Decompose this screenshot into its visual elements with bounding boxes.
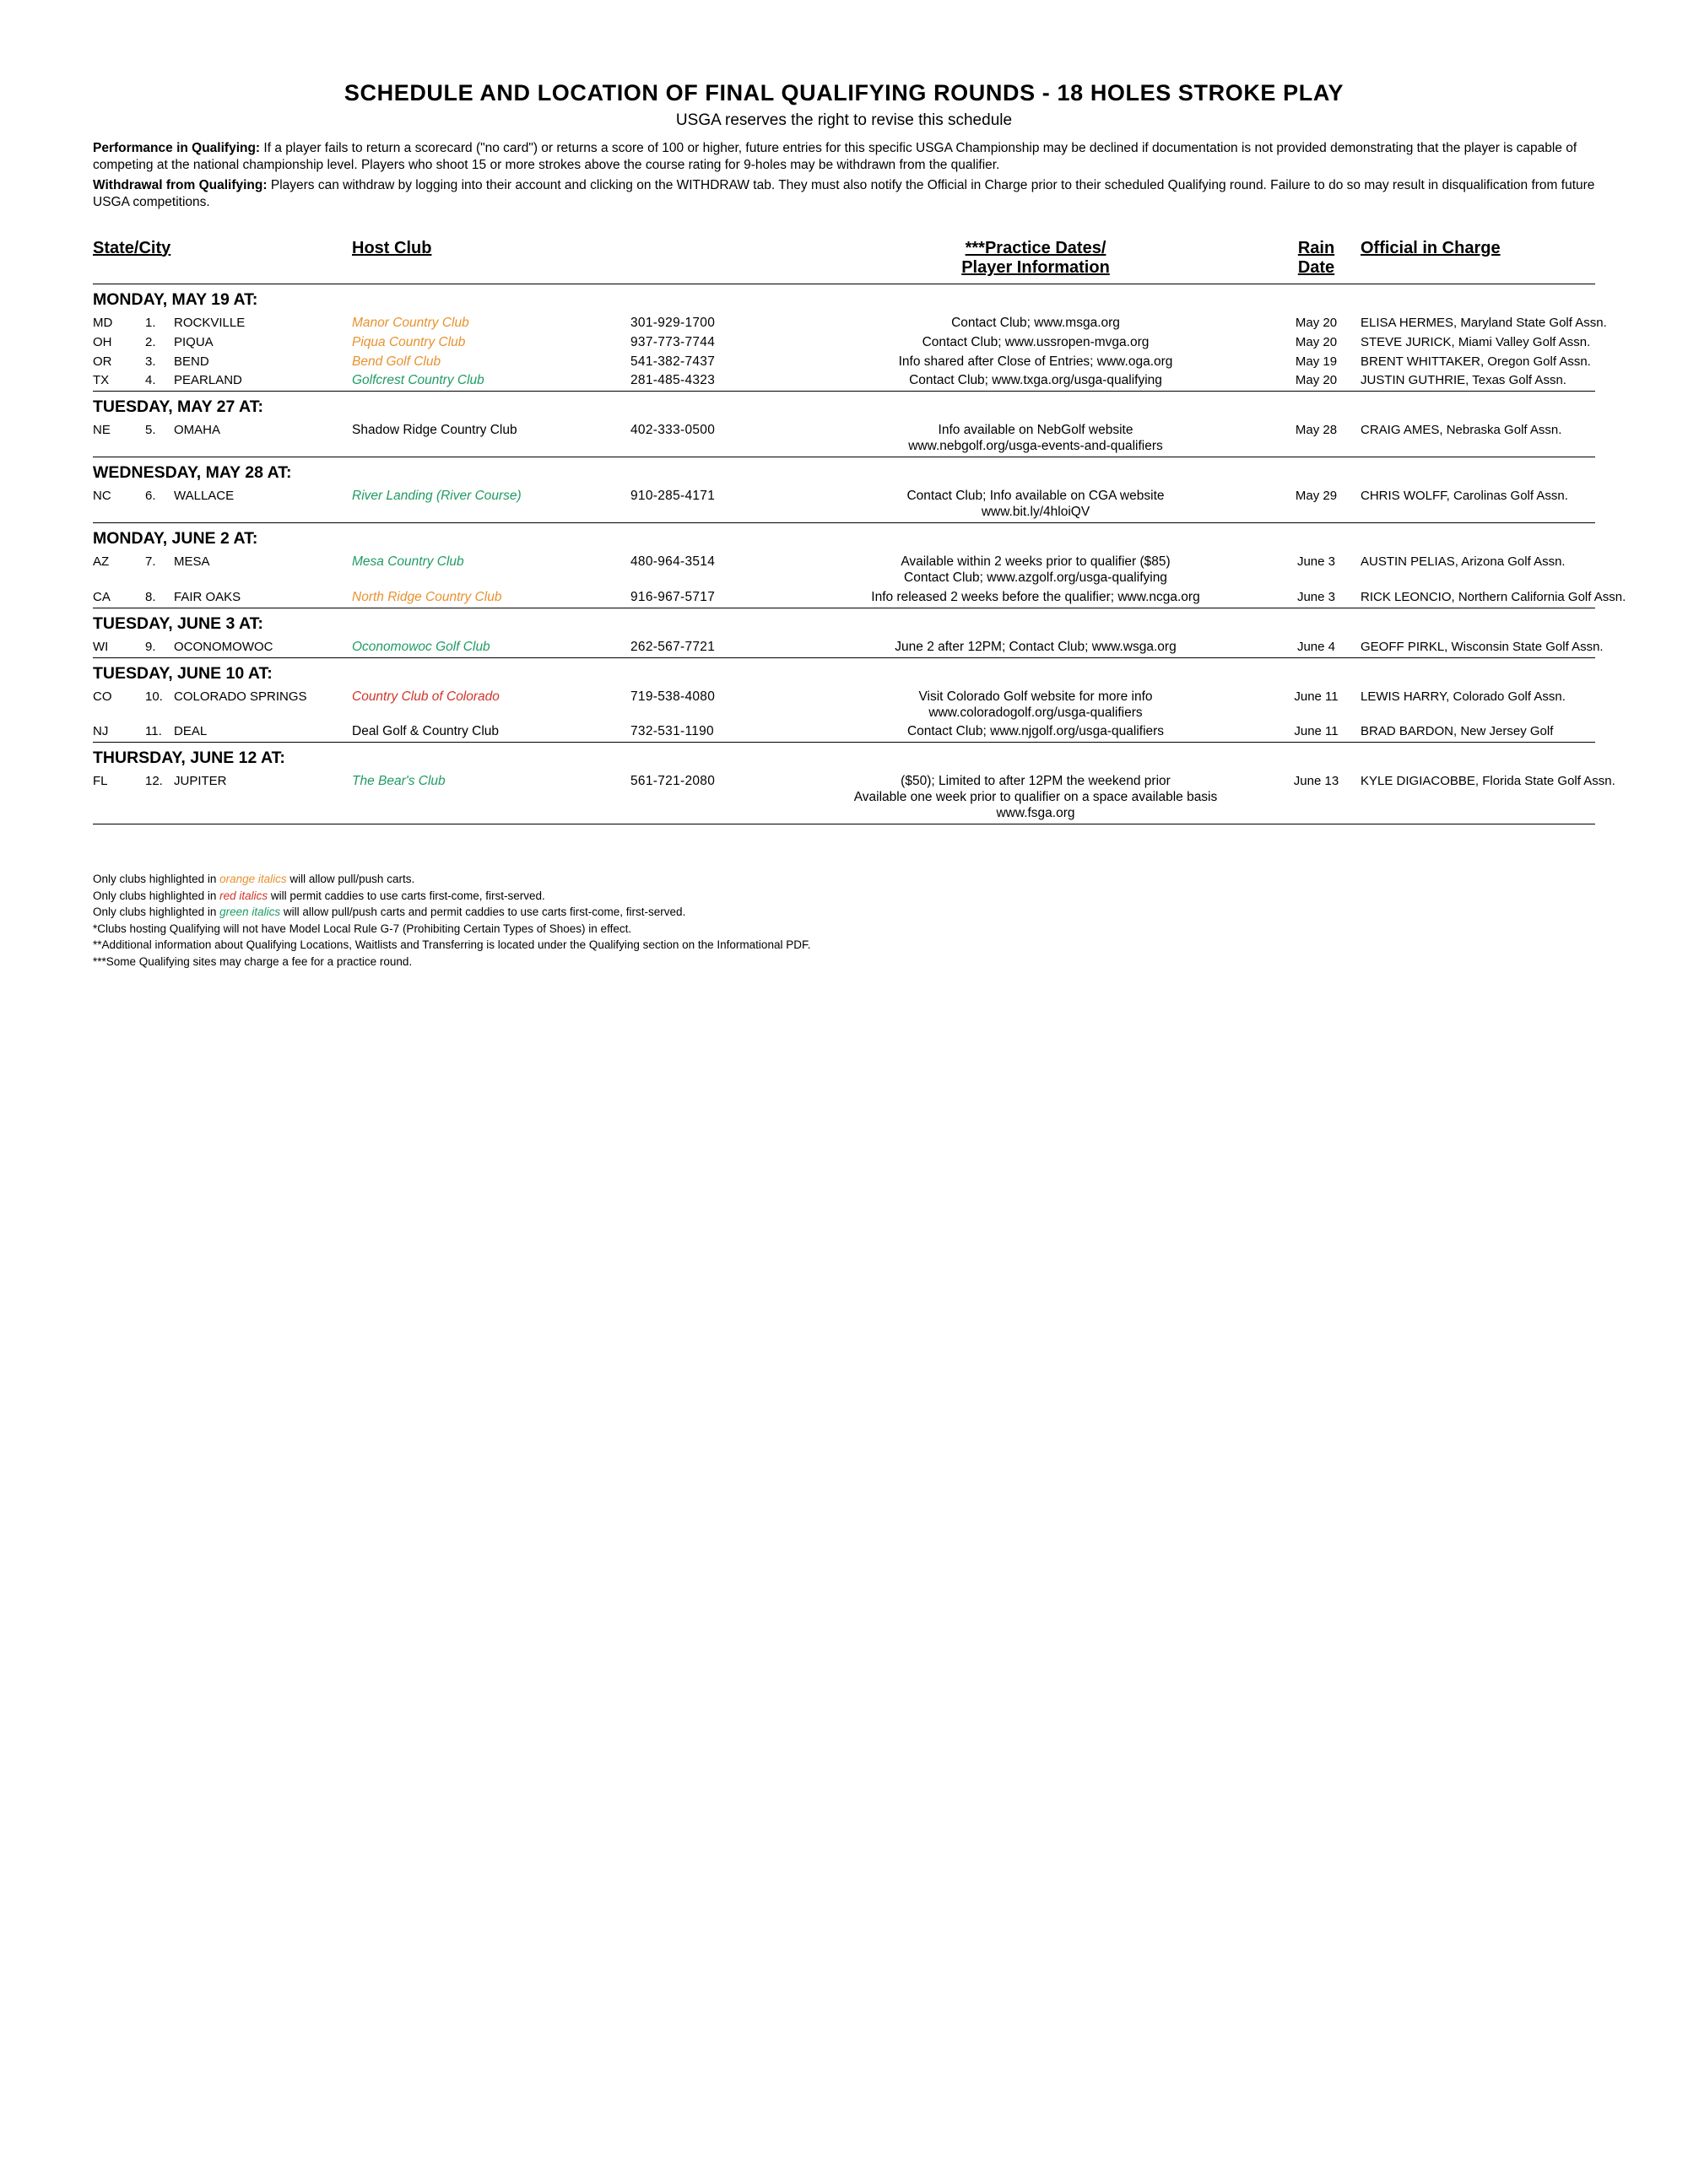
row-city-label: PIQUA [174,334,214,349]
row-state: NE [93,423,111,438]
column-header-rain-line2: Date [1297,258,1335,278]
row-rain-date: May 20 [1295,315,1338,330]
host-club-name: Shadow Ridge Country Club [352,423,517,438]
row-rain-date: May 20 [1295,373,1338,388]
row-state: AZ [93,554,110,569]
row-practice-info [799,314,1272,333]
row-number: 10. [145,689,163,704]
host-club-name: Oconomowoc Golf Club [352,639,490,654]
row-city-label: JUPITER [174,774,227,789]
day-group [93,522,1626,608]
schedule-groups [93,284,1626,824]
row-practice-info [799,638,1272,657]
table-row [93,638,1688,657]
row-city [145,772,352,824]
row-number: 12. [145,774,163,789]
row-official: AUSTIN PELIAS, Arizona Golf Assn. [1361,554,1566,569]
row-phone: 937-773-7744 [630,334,716,349]
row-rain-date: June 11 [1294,724,1339,739]
practice-info-line: www.fsga.org [996,806,1075,821]
practice-info-line: Contact Club; www.txga.org/usga-qualifying [909,373,1162,388]
row-city [145,353,352,372]
row-city-label: WALLACE [174,489,235,504]
row-practice-info [799,588,1272,608]
day-group [93,742,1615,824]
row-city-label: ROCKVILLE [174,315,246,330]
row-number: 8. [145,589,156,604]
day-heading: TUESDAY, MAY 27 AT: [93,391,1595,421]
row-official: ELISA HERMES, Maryland State Golf Assn. [1361,315,1607,330]
row-city [145,487,352,522]
row-state: CO [93,689,112,704]
row-state: WI [93,639,109,654]
row-official: CHRIS WOLFF, Carolinas Golf Assn. [1361,489,1568,504]
host-club-name: The Bear's Club [352,774,446,789]
row-phone: 262-567-7721 [630,639,716,654]
footnote-green: Only clubs highlighted in green italics will allow pull/push carts and permit caddies to use carts first-come, first-served. [93,905,686,919]
row-phone: 732-531-1190 [630,724,714,739]
row-phone: 281-485-4323 [630,373,716,388]
row-city-label: OCONOMOWOC [174,639,273,654]
row-practice-info [799,353,1272,372]
column-headers [93,239,1595,278]
practice-info-line: Contact Club; www.njgolf.org/usga-qualifiers [906,724,1165,739]
row-rain-date: May 20 [1295,334,1338,349]
row-city [145,333,352,353]
row-city-label: MESA [174,554,210,569]
row-phone: 301-929-1700 [630,315,716,330]
host-club-name: Mesa Country Club [352,554,464,569]
practice-info-line: Info available on NebGolf website [938,423,1133,438]
footnote-shoes: *Clubs hosting Qualifying will not have Model Local Rule G-7 (Prohibiting Certain Types of Shoes) in effect. [93,922,632,935]
row-practice-info [799,371,1272,391]
day-heading: MONDAY, MAY 19 AT: [93,284,1595,314]
practice-info-line: Available within 2 weeks prior to qualifier ($85) [901,554,1171,569]
row-rain-date: June 11 [1294,689,1339,704]
row-state: FL [93,774,108,789]
row-rain-date: June 13 [1293,774,1339,789]
day-group [93,284,1607,392]
row-city-label: OMAHA [174,423,221,438]
row-practice-info [799,421,1272,457]
footnotes [93,871,1595,970]
row-host-club [352,772,630,824]
column-header-official: Official in Charge [1361,238,1501,257]
day-group [93,657,1595,743]
row-official: BRAD BARDON, New Jersey Golf [1361,724,1554,739]
table-row [93,487,1688,522]
row-host-club [352,588,630,608]
withdrawal-paragraph [93,177,1595,211]
practice-info-line: Info shared after Close of Entries; www.oga.org [898,354,1173,369]
row-practice-info [799,333,1272,353]
row-practice-info [799,722,1272,742]
column-header-rain-line1: Rain [1297,238,1335,257]
day-heading: WEDNESDAY, MAY 28 AT: [93,457,1595,487]
row-host-club [352,421,630,457]
row-number: 2. [145,334,156,349]
table-row [93,314,1688,333]
row-city [145,371,352,391]
row-host-club [352,371,630,391]
day-group [93,457,1595,522]
performance-text: If a player fails to return a scorecard ("no card") or returns a score of 100 or higher, future entries for this specific USGA Championship may be declined if documentation is not provided demonstrating that the player is capable of competing at the national championship level. Players who shoot 15 or more strokes above the course rating for 9-holes may be withdrawn from the qualifier. [93,141,1577,173]
row-rain-date: June 4 [1296,639,1336,654]
practice-info-line: Info released 2 weeks before the qualifier; www.ncga.org [871,589,1200,604]
table-row [93,333,1688,353]
practice-info-line: www.coloradogolf.org/usga-qualifiers [928,705,1143,720]
day-group [93,608,1604,657]
practice-info-line: Contact Club; www.azgolf.org/usga-qualifying [904,570,1167,585]
day-group [93,391,1595,457]
row-city [145,638,352,657]
row-number: 4. [145,373,156,388]
row-rain-date: June 3 [1296,589,1336,604]
table-row [93,688,1688,723]
row-city [145,314,352,333]
practice-info-line: Contact Club; www.ussropen-mvga.org [922,334,1150,349]
row-official: GEOFF PIRKL, Wisconsin State Golf Assn. [1361,639,1604,654]
row-practice-info [799,772,1272,824]
row-city [145,421,352,457]
day-heading: TUESDAY, JUNE 3 AT: [93,608,1595,638]
row-host-club [352,722,630,742]
row-state: TX [93,373,110,388]
practice-info-line: Contact Club; Info available on CGA website [906,489,1165,504]
page-subtitle: USGA reserves the right to revise this schedule [675,111,1013,129]
practice-info-line: June 2 after 12PM; Contact Club; www.wsga.org [895,639,1177,654]
table-row [93,772,1688,824]
row-rain-date: May 28 [1295,423,1338,438]
row-city [145,722,352,742]
withdrawal-text: Players can withdraw by logging into their account and clicking on the WITHDRAW tab. They must also notify the Official in Charge prior to their scheduled Qualifying round. Failure to do so may result in disqualification from future USGA competitions. [93,178,1595,210]
row-rain-date: May 19 [1295,354,1338,369]
row-host-club [352,353,630,372]
table-row [93,722,1688,742]
row-official: JUSTIN GUTHRIE, Texas Golf Assn. [1361,373,1566,388]
row-rain-date: May 29 [1295,489,1338,504]
row-practice-info [799,688,1272,723]
table-row [93,371,1688,391]
row-number: 7. [145,554,156,569]
host-club-name: Bend Golf Club [352,354,441,369]
row-official: STEVE JURICK, Miami Valley Golf Assn. [1361,334,1591,349]
row-city-label: FAIR OAKS [174,589,241,604]
row-practice-info [799,553,1272,588]
row-state: CA [93,589,111,604]
row-city-label: PEARLAND [174,373,242,388]
row-host-club [352,688,630,723]
row-phone: 561-721-2080 [630,774,716,789]
row-state: NC [93,489,111,504]
row-state: MD [93,315,113,330]
withdrawal-label: Withdrawal from Qualifying: [93,178,268,193]
row-host-club [352,487,630,522]
table-row [93,553,1688,588]
table-row [93,588,1688,608]
row-number: 3. [145,354,156,369]
row-city-label: COLORADO SPRINGS [174,689,307,704]
host-club-name: Piqua Country Club [352,334,466,349]
row-city [145,588,352,608]
host-club-name: Deal Golf & Country Club [352,724,500,739]
row-host-club [352,638,630,657]
row-phone: 541-382-7437 [630,354,716,369]
row-host-club [352,333,630,353]
row-number: 6. [145,489,156,504]
row-phone: 916-967-5717 [630,589,716,604]
row-number: 11. [145,724,162,739]
row-phone: 480-964-3514 [630,554,716,569]
footnote-red: Only clubs highlighted in red italics will permit caddies to use carts first-come, first-served. [93,889,545,902]
practice-info-line: Visit Colorado Golf website for more info [918,689,1153,704]
row-rain-date: June 3 [1296,554,1336,569]
row-host-club [352,553,630,588]
host-club-name: Manor Country Club [352,315,469,330]
day-heading: TUESDAY, JUNE 10 AT: [93,657,1595,688]
row-host-club [352,314,630,333]
row-official: CRAIG AMES, Nebraska Golf Assn. [1361,423,1562,438]
row-official: LEWIS HARRY, Colorado Golf Assn. [1361,689,1566,704]
performance-label: Performance in Qualifying: [93,141,261,155]
row-state: NJ [93,724,109,739]
performance-paragraph [93,140,1595,174]
row-number: 9. [145,639,156,654]
day-heading: MONDAY, JUNE 2 AT: [93,522,1595,553]
row-city-label: DEAL [174,724,208,739]
host-club-name: North Ridge Country Club [352,589,502,604]
row-phone: 719-538-4080 [630,689,716,704]
row-state: OR [93,354,112,369]
host-club-name: Golfcrest Country Club [352,373,484,388]
practice-info-line: ($50); Limited to after 12PM the weekend prior [901,774,1171,789]
column-header-host-club: Host Club [352,238,432,257]
row-city [145,688,352,723]
row-phone: 402-333-0500 [630,423,716,438]
column-header-practice-line2: Player Information [961,258,1110,278]
day-heading: THURSDAY, JUNE 12 AT: [93,742,1595,772]
practice-info-line: Available one week prior to qualifier on a space available basis [853,790,1218,805]
practice-info-line: www.nebgolf.org/usga-events-and-qualifiers [908,439,1163,454]
row-practice-info [799,487,1272,522]
table-row [93,353,1688,372]
practice-info-line: www.bit.ly/4hloiQV [981,505,1090,520]
column-header-state-city: State/City [93,238,171,257]
footnote-orange: Only clubs highlighted in orange italics will allow pull/push carts. [93,873,415,886]
row-phone: 910-285-4171 [630,489,716,504]
host-club-name: River Landing (River Course) [352,489,522,504]
row-official: BRENT WHITTAKER, Oregon Golf Assn. [1361,354,1591,369]
footnote-practice-fee: ***Some Qualifying sites may charge a fee for a practice round. [93,954,413,968]
row-number: 1. [145,315,156,330]
table-row [93,421,1688,457]
page-title: SCHEDULE AND LOCATION OF FINAL QUALIFYING ROUNDS - 18 HOLES STROKE PLAY [344,80,1344,105]
row-city-label: BEND [174,354,209,369]
host-club-name: Country Club of Colorado [352,689,500,704]
column-header-practice-line1: ***Practice Dates/ [965,238,1106,257]
footnote-additional-info: **Additional information about Qualifying Locations, Waitlists and Transferring is located under the Qualifying section on the Informational PDF. [93,938,811,952]
row-official: KYLE DIGIACOBBE, Florida State Golf Assn. [1361,774,1615,789]
row-state: OH [93,334,112,349]
row-official: RICK LEONCIO, Northern California Golf Assn. [1361,589,1626,604]
row-city [145,553,352,588]
practice-info-line: Contact Club; www.msga.org [951,315,1120,330]
row-number: 5. [145,423,156,438]
